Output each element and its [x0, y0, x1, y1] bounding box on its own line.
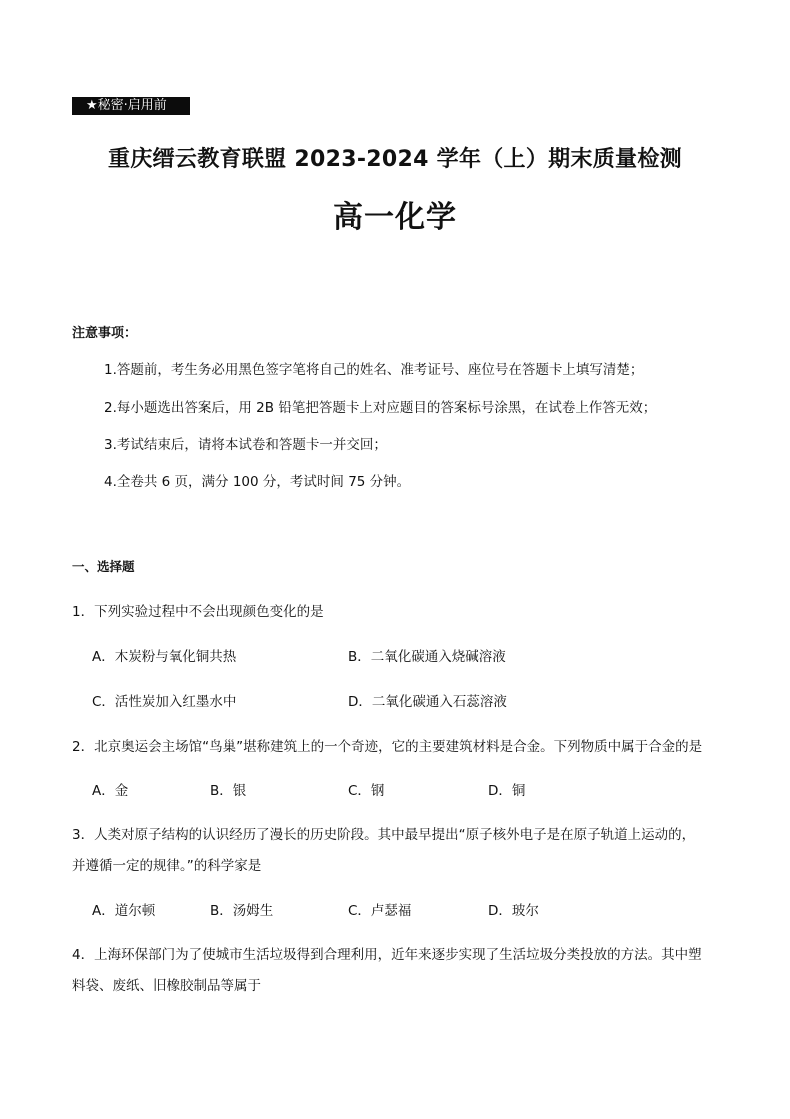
notice-item: 2.每小题选出答案后，用 2B 铅笔把答题卡上对应题目的答案标号涂黑，在试卷上作答无效； [104, 400, 657, 416]
option-c: C．卢瑟福 [348, 903, 412, 919]
question-stem-continuation: 并遵循一定的规律。”的科学家是 [72, 858, 262, 874]
question-stem: 4．上海环保部门为了使城市生活垃圾得到合理利用，近年来逐步实现了生活垃圾分类投放的方法。其中塑 [72, 947, 702, 963]
notice-item: 4.全卷共 6 页，满分 100 分，考试时间 75 分钟。 [104, 474, 411, 490]
question-stem: 2．北京奥运会主场馆“鸟巢”堪称建筑上的一个奇迹，它的主要建筑材料是合金。下列物质中属于合金的是 [72, 739, 703, 755]
subject-title: 高一化学 [333, 200, 457, 235]
option-a: A．木炭粉与氧化铜共热 [92, 649, 237, 665]
exam-title: 重庆缙云教育联盟 2023-2024 学年（上）期末质量检测 [108, 147, 682, 172]
secret-mark: ★秘密·启用前 [72, 97, 190, 115]
notice-item: 1.答题前，考生务必用黑色签字笔将自己的姓名、准考证号、座位号在答题卡上填写清楚； [104, 362, 644, 378]
option-c: C．活性炭加入红墨水中 [92, 694, 237, 710]
question-stem: 3．人类对原子结构的认识经历了漫长的历史阶段。其中最早提出“原子核外电子是在原子轨道上运动的， [72, 827, 696, 843]
question-stem: 1．下列实验过程中不会出现颜色变化的是 [72, 604, 324, 620]
option-b: B．二氧化碳通入烧碱溶液 [348, 649, 506, 665]
option-d: D．玻尔 [488, 903, 539, 919]
option-d: D．铜 [488, 783, 526, 799]
option-a: A．金 [92, 783, 129, 799]
option-d: D．二氧化碳通入石蕊溶液 [348, 694, 507, 710]
option-c: C．钢 [348, 783, 385, 799]
option-b: B．银 [210, 783, 247, 799]
notice-item: 3.考试结束后，请将本试卷和答题卡一并交回； [104, 437, 387, 453]
question-stem-continuation: 料袋、废纸、旧橡胶制品等属于 [72, 978, 261, 994]
option-b: B．汤姆生 [210, 903, 274, 919]
notice-heading: 注意事项： [72, 326, 138, 341]
option-a: A．道尔顿 [92, 903, 156, 919]
section-title: 一、选择题 [72, 559, 135, 574]
